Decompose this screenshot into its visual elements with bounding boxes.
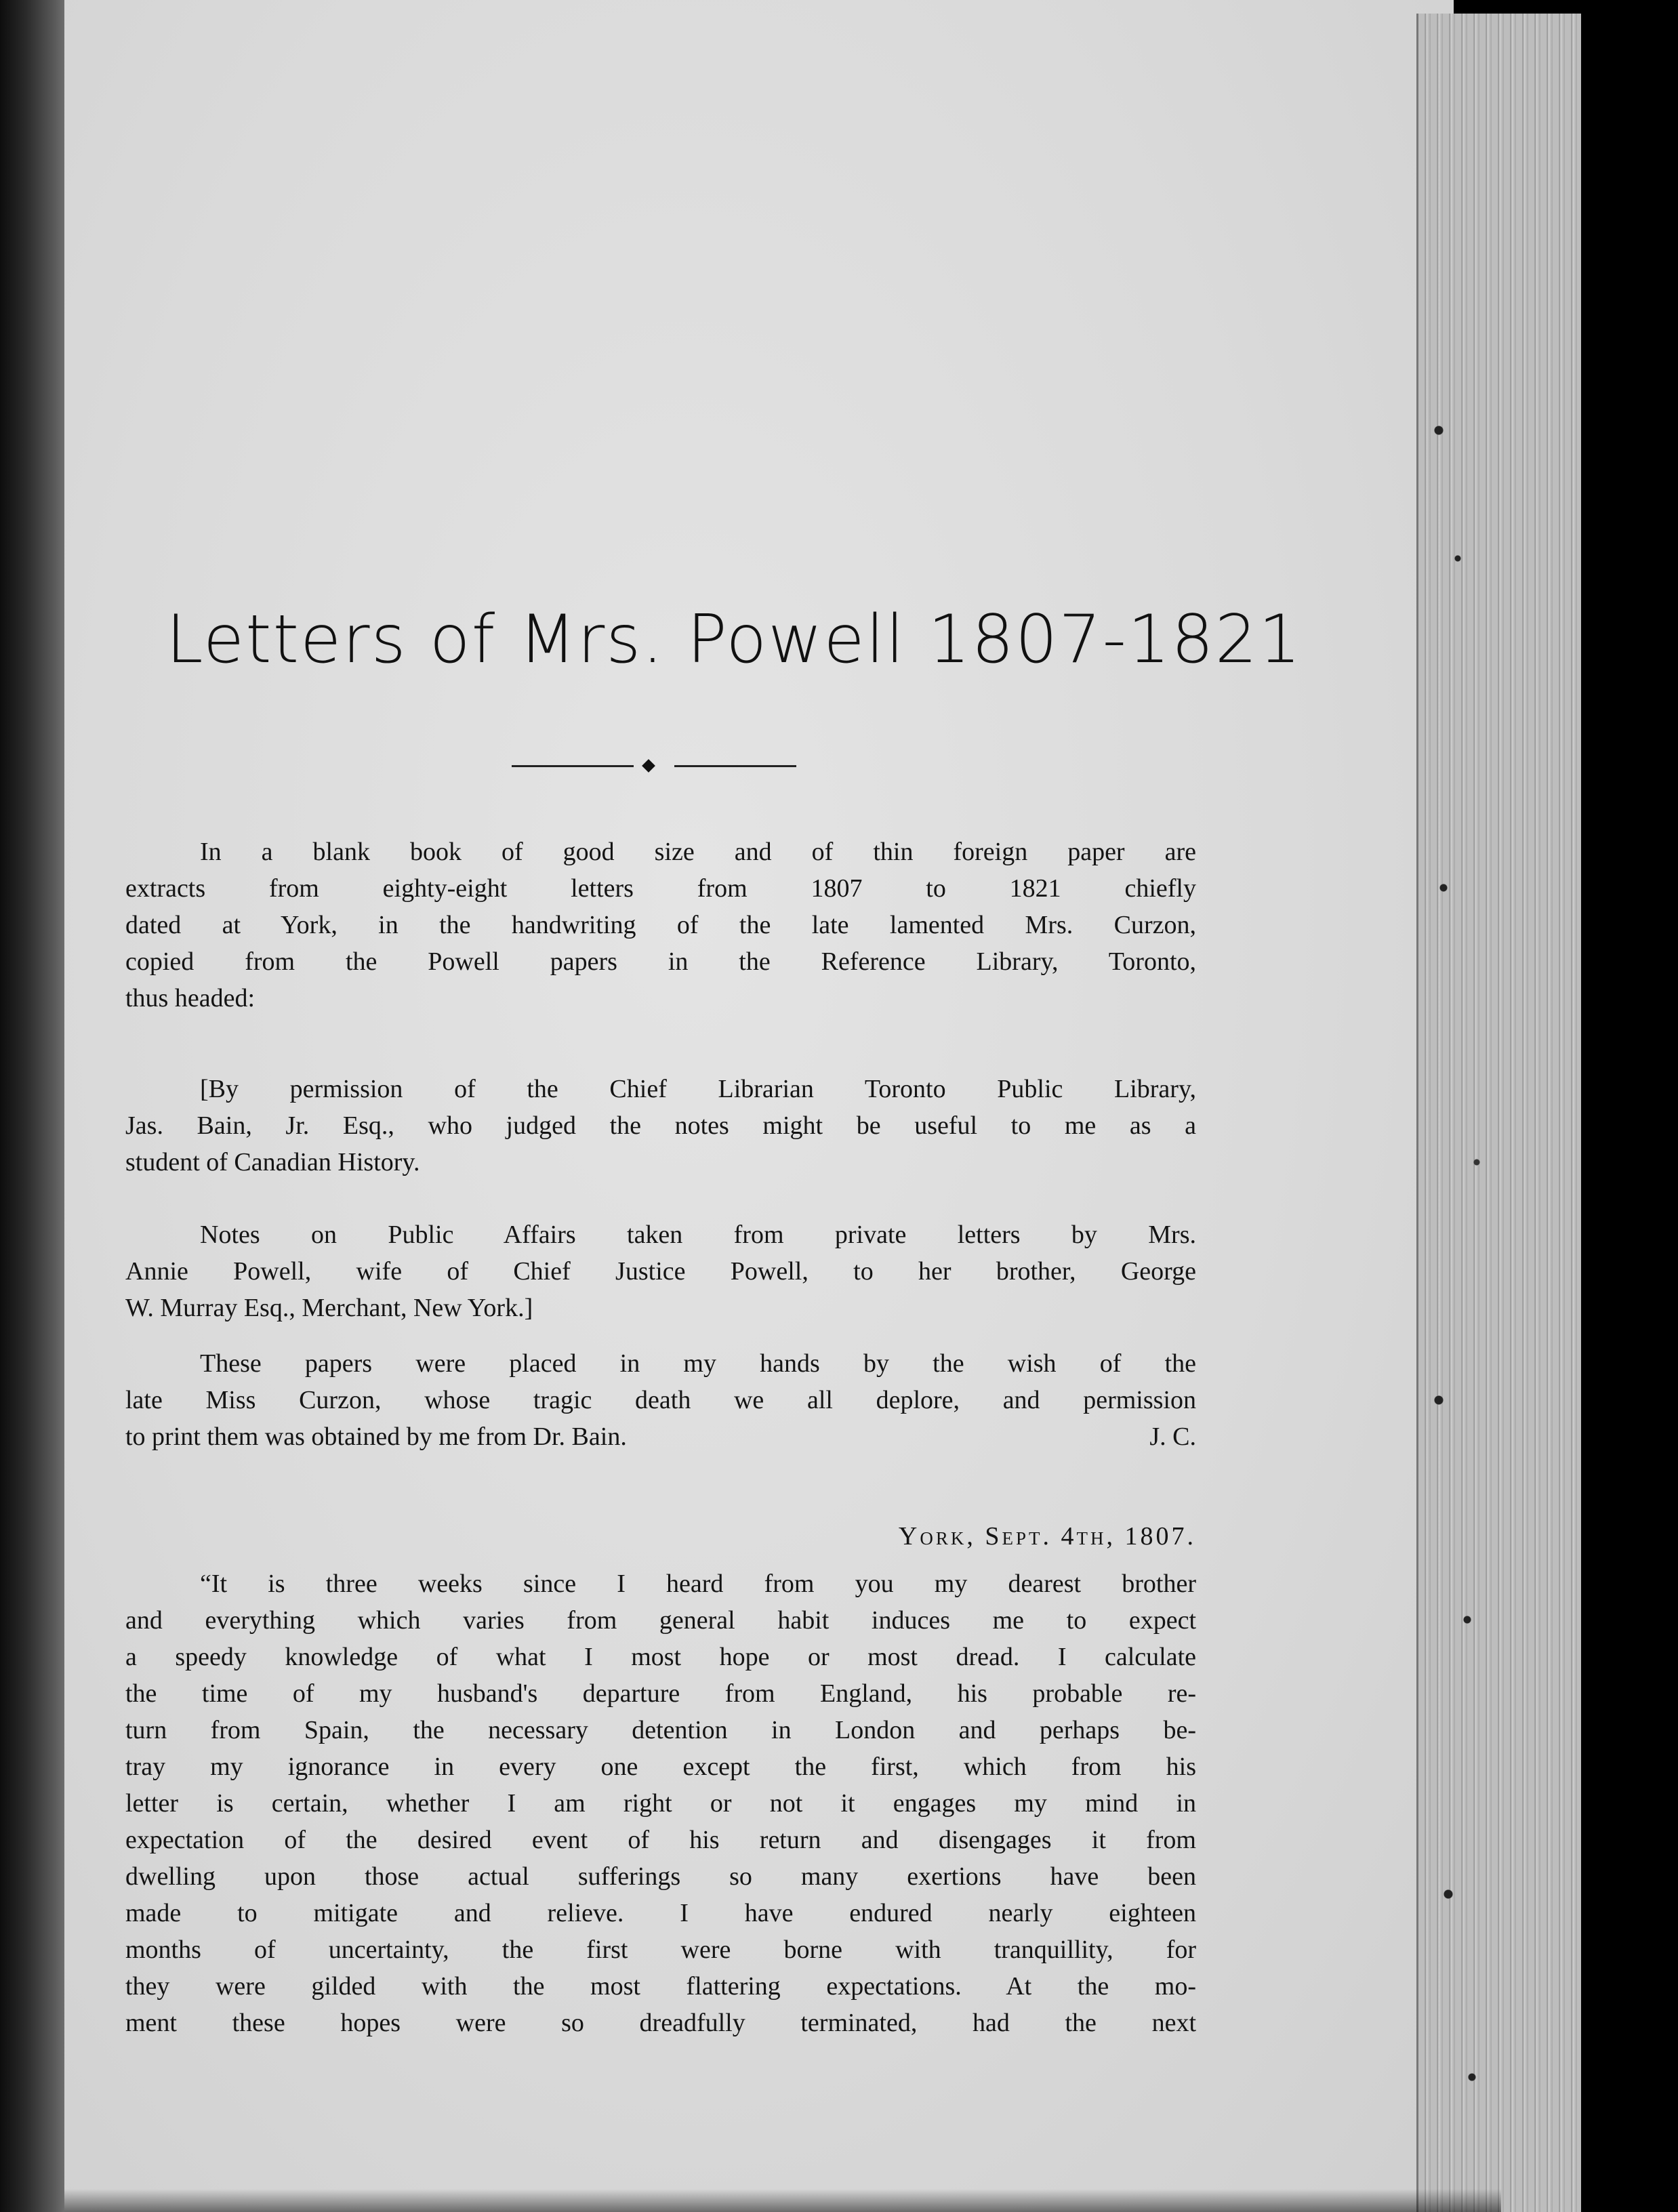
text-line: “It is three weeks since I heard from you my dearest brother [200,1570,1196,1598]
text-line: letter is certain, whether I am right or not it engages my mind in [125,1789,1196,1818]
signature-initials: J. C. [1149,1422,1196,1451]
notes-paragraph [125,1216,1196,1326]
text-line: extracts from eighty-eight letters from 1807 to 1821 chiefly [125,874,1196,903]
letter-body [125,1565,1196,2041]
page-title: Letters of Mrs. Powell 1807-1821 [166,601,1303,678]
text-line: dwelling upon those actual sufferings so many exertions have been [125,1862,1196,1891]
ornament-diamond [642,759,655,773]
text-line: the time of my husband's departure from England, his probable re- [125,1679,1196,1708]
letter-dateline: York, Sept. 4th, 1807. [898,1522,1196,1551]
text-line: Notes on Public Affairs taken from private letters by Mrs. [200,1221,1196,1249]
text-line: In a blank book of good size and of thin foreign paper are [200,838,1196,866]
text-line: and everything which varies from general habit induces me to expect [125,1606,1196,1635]
text-line: dated at York, in the handwriting of the late lamented Mrs. Curzon, [125,911,1196,939]
text-line: they were gilded with the most flattering expectations. At the mo- [125,1972,1196,2001]
ornament-line-left [512,765,634,767]
text-line: a speedy knowledge of what I most hope or most dread. I calculate [125,1643,1196,1671]
text-line: late Miss Curzon, whose tragic death we all deplore, and permission [125,1386,1196,1414]
page-edge-marks [1420,339,1515,2169]
text-line: ment these hopes were so dreadfully terminated, had the next [125,2009,1196,2037]
text-line: months of uncertainty, the first were borne with tranquillity, for [125,1936,1196,1964]
text-line: thus headed: [125,984,255,1012]
permission-paragraph [125,1071,1196,1181]
text-line: copied from the Powell papers in the Reference Library, Toronto, [125,947,1196,976]
text-line: turn from Spain, the necessary detention in London and perhaps be- [125,1716,1196,1744]
text-line: to print them was obtained by me from Dr. Bain. [125,1422,627,1451]
text-line: Annie Powell, wife of Chief Justice Powell, to her brother, George [125,1257,1196,1286]
ornament-line-right [674,765,796,767]
text-line: expectation of the desired event of his return and disengages it from [125,1826,1196,1854]
left-page-edge [0,0,64,2212]
title-ornament [512,759,796,773]
signature-row [125,1418,1196,1455]
page-bottom-shadow [64,2189,1501,2212]
text-line: Jas. Bain, Jr. Esq., who judged the notes might be useful to me as a [125,1111,1196,1140]
text-line: made to mitigate and relieve. I have endured nearly eighteen [125,1899,1196,1927]
text-line: student of Canadian History. [125,1148,420,1176]
intro-paragraph [125,834,1196,1017]
text-line: W. Murray Esq., Merchant, New York.] [125,1294,533,1322]
placed-paragraph [125,1345,1196,1455]
text-line: These papers were placed in my hands by the wish of the [200,1349,1196,1378]
text-line: tray my ignorance in every one except the first, which from his [125,1753,1196,1781]
text-line: [By permission of the Chief Librarian Toronto Public Library, [200,1075,1196,1103]
